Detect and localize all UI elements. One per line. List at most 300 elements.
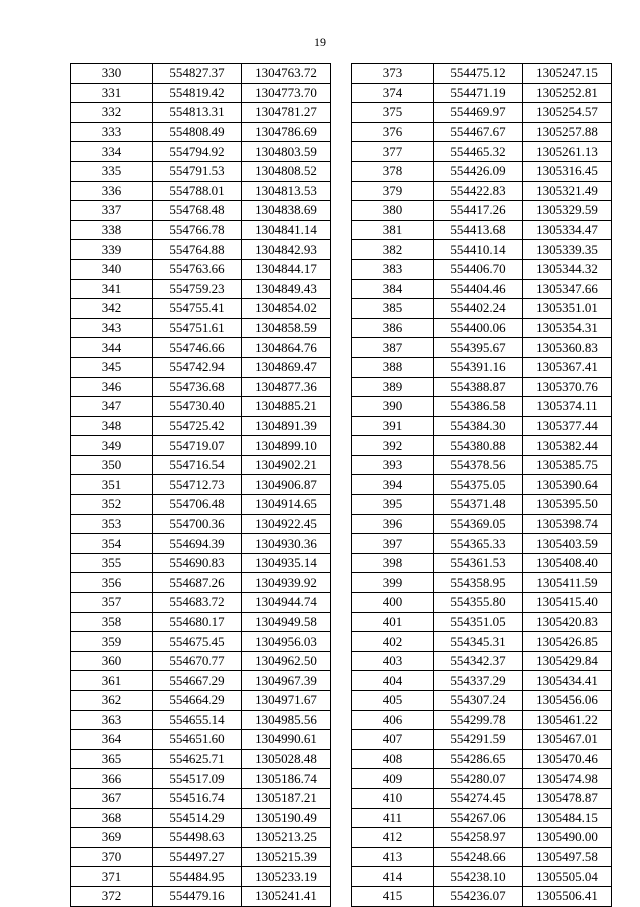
x-coordinate-cell: 554791.53: [153, 161, 242, 181]
table-row: [352, 808, 612, 828]
y-coordinate-cell: 1304922.45: [242, 514, 331, 534]
y-coordinate-cell: 1305505.04: [523, 867, 612, 887]
y-coordinate-cell: 1304842.93: [242, 240, 331, 260]
y-coordinate-cell: 1304914.65: [242, 495, 331, 515]
table-row: [71, 64, 331, 84]
x-coordinate-cell: 554755.41: [153, 299, 242, 319]
y-coordinate-cell: 1305339.35: [523, 240, 612, 260]
table-row: [352, 318, 612, 338]
point-number-cell: 415: [352, 886, 434, 906]
x-coordinate-cell: 554402.24: [434, 299, 523, 319]
table-row: [352, 573, 612, 593]
y-coordinate-cell: 1305252.81: [523, 83, 612, 103]
point-number-cell: 359: [71, 632, 153, 652]
table-row: [71, 83, 331, 103]
table-row: [71, 181, 331, 201]
x-coordinate-cell: 554484.95: [153, 867, 242, 887]
table-row: [71, 867, 331, 887]
x-coordinate-cell: 554267.06: [434, 808, 523, 828]
x-coordinate-cell: 554706.48: [153, 495, 242, 515]
x-coordinate-cell: 554422.83: [434, 181, 523, 201]
x-coordinate-cell: 554827.37: [153, 64, 242, 84]
table-row: [71, 318, 331, 338]
y-coordinate-cell: 1305415.40: [523, 593, 612, 613]
point-number-cell: 407: [352, 730, 434, 750]
table-row: [352, 612, 612, 632]
x-coordinate-cell: 554369.05: [434, 514, 523, 534]
y-coordinate-cell: 1305247.15: [523, 64, 612, 84]
point-number-cell: 339: [71, 240, 153, 260]
point-number-cell: 388: [352, 357, 434, 377]
table-row: [71, 691, 331, 711]
point-number-cell: 345: [71, 357, 153, 377]
point-number-cell: 349: [71, 436, 153, 456]
y-coordinate-cell: 1305478.87: [523, 788, 612, 808]
point-number-cell: 337: [71, 201, 153, 221]
table-row: [71, 573, 331, 593]
table-row: [71, 377, 331, 397]
table-row: [352, 220, 612, 240]
point-number-cell: 347: [71, 397, 153, 417]
point-number-cell: 413: [352, 847, 434, 867]
table-row: [352, 553, 612, 573]
point-number-cell: 374: [352, 83, 434, 103]
table-row: [71, 534, 331, 554]
point-number-cell: 361: [71, 671, 153, 691]
x-coordinate-cell: 554345.31: [434, 632, 523, 652]
x-coordinate-cell: 554794.92: [153, 142, 242, 162]
point-number-cell: 381: [352, 220, 434, 240]
y-coordinate-cell: 1305398.74: [523, 514, 612, 534]
x-coordinate-cell: 554467.67: [434, 122, 523, 142]
y-coordinate-cell: 1305334.47: [523, 220, 612, 240]
y-coordinate-cell: 1305370.76: [523, 377, 612, 397]
table-row: [71, 847, 331, 867]
x-coordinate-cell: 554380.88: [434, 436, 523, 456]
x-coordinate-cell: 554391.16: [434, 357, 523, 377]
coordinates-table-right: [351, 63, 612, 907]
coordinates-table-right-body: [352, 64, 612, 907]
point-number-cell: 341: [71, 279, 153, 299]
point-number-cell: 342: [71, 299, 153, 319]
point-number-cell: 334: [71, 142, 153, 162]
point-number-cell: 393: [352, 455, 434, 475]
table-row: [352, 357, 612, 377]
y-coordinate-cell: 1305190.49: [242, 808, 331, 828]
point-number-cell: 389: [352, 377, 434, 397]
point-number-cell: 398: [352, 553, 434, 573]
point-number-cell: 356: [71, 573, 153, 593]
point-number-cell: 338: [71, 220, 153, 240]
x-coordinate-cell: 554274.45: [434, 788, 523, 808]
x-coordinate-cell: 554497.27: [153, 847, 242, 867]
y-coordinate-cell: 1304971.67: [242, 691, 331, 711]
x-coordinate-cell: 554400.06: [434, 318, 523, 338]
point-number-cell: 410: [352, 788, 434, 808]
x-coordinate-cell: 554299.78: [434, 710, 523, 730]
y-coordinate-cell: 1304902.21: [242, 455, 331, 475]
table-row: [352, 161, 612, 181]
table-row: [352, 416, 612, 436]
point-number-cell: 394: [352, 475, 434, 495]
point-number-cell: 363: [71, 710, 153, 730]
x-coordinate-cell: 554763.66: [153, 259, 242, 279]
y-coordinate-cell: 1304854.02: [242, 299, 331, 319]
point-number-cell: 392: [352, 436, 434, 456]
point-number-cell: 382: [352, 240, 434, 260]
y-coordinate-cell: 1305403.59: [523, 534, 612, 554]
point-number-cell: 378: [352, 161, 434, 181]
x-coordinate-cell: 554426.09: [434, 161, 523, 181]
table-row: [352, 730, 612, 750]
table-row: [352, 299, 612, 319]
x-coordinate-cell: 554675.45: [153, 632, 242, 652]
table-row: [71, 357, 331, 377]
y-coordinate-cell: 1305316.45: [523, 161, 612, 181]
table-row: [71, 710, 331, 730]
point-number-cell: 390: [352, 397, 434, 417]
point-number-cell: 360: [71, 651, 153, 671]
y-coordinate-cell: 1305382.44: [523, 436, 612, 456]
y-coordinate-cell: 1305028.48: [242, 749, 331, 769]
x-coordinate-cell: 554768.48: [153, 201, 242, 221]
point-number-cell: 344: [71, 338, 153, 358]
y-coordinate-cell: 1304935.14: [242, 553, 331, 573]
table-row: [71, 338, 331, 358]
point-number-cell: 369: [71, 828, 153, 848]
table-row: [352, 259, 612, 279]
point-number-cell: 396: [352, 514, 434, 534]
y-coordinate-cell: 1305474.98: [523, 769, 612, 789]
x-coordinate-cell: 554759.23: [153, 279, 242, 299]
y-coordinate-cell: 1304990.61: [242, 730, 331, 750]
point-number-cell: 379: [352, 181, 434, 201]
point-number-cell: 364: [71, 730, 153, 750]
x-coordinate-cell: 554410.14: [434, 240, 523, 260]
table-row: [71, 240, 331, 260]
y-coordinate-cell: 1305186.74: [242, 769, 331, 789]
table-row: [352, 671, 612, 691]
x-coordinate-cell: 554465.32: [434, 142, 523, 162]
y-coordinate-cell: 1304803.59: [242, 142, 331, 162]
y-coordinate-cell: 1305385.75: [523, 455, 612, 475]
x-coordinate-cell: 554687.26: [153, 573, 242, 593]
point-number-cell: 352: [71, 495, 153, 515]
table-row: [71, 514, 331, 534]
table-row: [352, 122, 612, 142]
y-coordinate-cell: 1305241.41: [242, 886, 331, 906]
x-coordinate-cell: 554683.72: [153, 593, 242, 613]
point-number-cell: 397: [352, 534, 434, 554]
y-coordinate-cell: 1305490.00: [523, 828, 612, 848]
y-coordinate-cell: 1304773.70: [242, 83, 331, 103]
y-coordinate-cell: 1305215.39: [242, 847, 331, 867]
y-coordinate-cell: 1305420.83: [523, 612, 612, 632]
x-coordinate-cell: 554736.68: [153, 377, 242, 397]
point-number-cell: 391: [352, 416, 434, 436]
y-coordinate-cell: 1305470.46: [523, 749, 612, 769]
point-number-cell: 366: [71, 769, 153, 789]
table-row: [71, 122, 331, 142]
y-coordinate-cell: 1304949.58: [242, 612, 331, 632]
x-coordinate-cell: 554386.58: [434, 397, 523, 417]
point-number-cell: 408: [352, 749, 434, 769]
point-number-cell: 404: [352, 671, 434, 691]
y-coordinate-cell: 1304869.47: [242, 357, 331, 377]
y-coordinate-cell: 1305321.49: [523, 181, 612, 201]
x-coordinate-cell: 554751.61: [153, 318, 242, 338]
x-coordinate-cell: 554471.19: [434, 83, 523, 103]
table-row: [71, 416, 331, 436]
x-coordinate-cell: 554307.24: [434, 691, 523, 711]
x-coordinate-cell: 554651.60: [153, 730, 242, 750]
y-coordinate-cell: 1305254.57: [523, 103, 612, 123]
x-coordinate-cell: 554475.12: [434, 64, 523, 84]
table-row: [352, 475, 612, 495]
table-row: [352, 847, 612, 867]
table-row: [71, 593, 331, 613]
point-number-cell: 386: [352, 318, 434, 338]
point-number-cell: 377: [352, 142, 434, 162]
x-coordinate-cell: 554766.78: [153, 220, 242, 240]
y-coordinate-cell: 1305426.85: [523, 632, 612, 652]
y-coordinate-cell: 1304808.52: [242, 161, 331, 181]
x-coordinate-cell: 554351.05: [434, 612, 523, 632]
point-number-cell: 403: [352, 651, 434, 671]
x-coordinate-cell: 554280.07: [434, 769, 523, 789]
x-coordinate-cell: 554680.17: [153, 612, 242, 632]
coordinates-table-left-body: [71, 64, 331, 907]
x-coordinate-cell: 554813.31: [153, 103, 242, 123]
point-number-cell: 371: [71, 867, 153, 887]
x-coordinate-cell: 554417.26: [434, 201, 523, 221]
point-number-cell: 357: [71, 593, 153, 613]
x-coordinate-cell: 554808.49: [153, 122, 242, 142]
x-coordinate-cell: 554700.36: [153, 514, 242, 534]
y-coordinate-cell: 1305411.59: [523, 573, 612, 593]
x-coordinate-cell: 554469.97: [434, 103, 523, 123]
x-coordinate-cell: 554514.29: [153, 808, 242, 828]
x-coordinate-cell: 554742.94: [153, 357, 242, 377]
table-row: [71, 632, 331, 652]
y-coordinate-cell: 1305374.11: [523, 397, 612, 417]
point-number-cell: 400: [352, 593, 434, 613]
y-coordinate-cell: 1304944.74: [242, 593, 331, 613]
point-number-cell: 333: [71, 122, 153, 142]
table-row: [352, 495, 612, 515]
x-coordinate-cell: 554730.40: [153, 397, 242, 417]
table-row: [71, 769, 331, 789]
point-number-cell: 406: [352, 710, 434, 730]
table-row: [71, 749, 331, 769]
point-number-cell: 336: [71, 181, 153, 201]
table-row: [71, 671, 331, 691]
x-coordinate-cell: 554664.29: [153, 691, 242, 711]
y-coordinate-cell: 1304858.59: [242, 318, 331, 338]
x-coordinate-cell: 554248.66: [434, 847, 523, 867]
x-coordinate-cell: 554342.37: [434, 651, 523, 671]
table-row: [352, 886, 612, 906]
table-row: [352, 64, 612, 84]
y-coordinate-cell: 1305344.32: [523, 259, 612, 279]
y-coordinate-cell: 1305497.58: [523, 847, 612, 867]
y-coordinate-cell: 1305351.01: [523, 299, 612, 319]
point-number-cell: 365: [71, 749, 153, 769]
x-coordinate-cell: 554517.09: [153, 769, 242, 789]
table-row: [71, 436, 331, 456]
point-number-cell: 385: [352, 299, 434, 319]
x-coordinate-cell: 554716.54: [153, 455, 242, 475]
y-coordinate-cell: 1305347.66: [523, 279, 612, 299]
table-row: [71, 886, 331, 906]
y-coordinate-cell: 1305329.59: [523, 201, 612, 221]
point-number-cell: 380: [352, 201, 434, 221]
table-row: [352, 593, 612, 613]
y-coordinate-cell: 1304844.17: [242, 259, 331, 279]
x-coordinate-cell: 554406.70: [434, 259, 523, 279]
point-number-cell: 409: [352, 769, 434, 789]
table-row: [352, 181, 612, 201]
x-coordinate-cell: 554670.77: [153, 651, 242, 671]
table-row: [352, 828, 612, 848]
table-row: [352, 867, 612, 887]
y-coordinate-cell: 1304864.76: [242, 338, 331, 358]
table-row: [352, 691, 612, 711]
point-number-cell: 372: [71, 886, 153, 906]
table-row: [71, 475, 331, 495]
x-coordinate-cell: 554694.39: [153, 534, 242, 554]
x-coordinate-cell: 554413.68: [434, 220, 523, 240]
point-number-cell: 405: [352, 691, 434, 711]
y-coordinate-cell: 1305429.84: [523, 651, 612, 671]
table-row: [352, 240, 612, 260]
x-coordinate-cell: 554764.88: [153, 240, 242, 260]
y-coordinate-cell: 1304781.27: [242, 103, 331, 123]
table-row: [71, 142, 331, 162]
page-number: 19: [314, 35, 326, 49]
x-coordinate-cell: 554516.74: [153, 788, 242, 808]
table-row: [352, 769, 612, 789]
x-coordinate-cell: 554236.07: [434, 886, 523, 906]
table-row: [71, 495, 331, 515]
x-coordinate-cell: 554395.67: [434, 338, 523, 358]
table-row: [352, 142, 612, 162]
y-coordinate-cell: 1304962.50: [242, 651, 331, 671]
y-coordinate-cell: 1305187.21: [242, 788, 331, 808]
y-coordinate-cell: 1304885.21: [242, 397, 331, 417]
x-coordinate-cell: 554378.56: [434, 455, 523, 475]
x-coordinate-cell: 554719.07: [153, 436, 242, 456]
x-coordinate-cell: 554388.87: [434, 377, 523, 397]
table-row: [352, 788, 612, 808]
table-row: [71, 279, 331, 299]
table-row: [352, 338, 612, 358]
table-row: [352, 749, 612, 769]
y-coordinate-cell: 1304956.03: [242, 632, 331, 652]
point-number-cell: 399: [352, 573, 434, 593]
y-coordinate-cell: 1305461.22: [523, 710, 612, 730]
point-number-cell: 335: [71, 161, 153, 181]
point-number-cell: 411: [352, 808, 434, 828]
y-coordinate-cell: 1304786.69: [242, 122, 331, 142]
x-coordinate-cell: 554788.01: [153, 181, 242, 201]
point-number-cell: 395: [352, 495, 434, 515]
point-number-cell: 370: [71, 847, 153, 867]
table-row: [71, 730, 331, 750]
point-number-cell: 331: [71, 83, 153, 103]
table-row: [352, 83, 612, 103]
point-number-cell: 346: [71, 377, 153, 397]
y-coordinate-cell: 1304939.92: [242, 573, 331, 593]
point-number-cell: 330: [71, 64, 153, 84]
x-coordinate-cell: 554712.73: [153, 475, 242, 495]
y-coordinate-cell: 1304813.53: [242, 181, 331, 201]
x-coordinate-cell: 554291.59: [434, 730, 523, 750]
x-coordinate-cell: 554361.53: [434, 553, 523, 573]
point-number-cell: 412: [352, 828, 434, 848]
x-coordinate-cell: 554258.97: [434, 828, 523, 848]
table-row: [352, 201, 612, 221]
table-row: [71, 553, 331, 573]
table-row: [71, 828, 331, 848]
x-coordinate-cell: 554746.66: [153, 338, 242, 358]
y-coordinate-cell: 1304930.36: [242, 534, 331, 554]
x-coordinate-cell: 554337.29: [434, 671, 523, 691]
x-coordinate-cell: 554371.48: [434, 495, 523, 515]
table-row: [71, 788, 331, 808]
coordinates-table-left: [70, 63, 331, 907]
x-coordinate-cell: 554365.33: [434, 534, 523, 554]
table-row: [352, 455, 612, 475]
point-number-cell: 362: [71, 691, 153, 711]
point-number-cell: 383: [352, 259, 434, 279]
y-coordinate-cell: 1305377.44: [523, 416, 612, 436]
y-coordinate-cell: 1304763.72: [242, 64, 331, 84]
y-coordinate-cell: 1304841.14: [242, 220, 331, 240]
point-number-cell: 350: [71, 455, 153, 475]
y-coordinate-cell: 1304891.39: [242, 416, 331, 436]
x-coordinate-cell: 554355.80: [434, 593, 523, 613]
y-coordinate-cell: 1305233.19: [242, 867, 331, 887]
x-coordinate-cell: 554358.95: [434, 573, 523, 593]
point-number-cell: 340: [71, 259, 153, 279]
x-coordinate-cell: 554498.63: [153, 828, 242, 848]
table-row: [71, 299, 331, 319]
point-number-cell: 376: [352, 122, 434, 142]
point-number-cell: 343: [71, 318, 153, 338]
table-row: [352, 710, 612, 730]
table-row: [71, 612, 331, 632]
table-row: [71, 455, 331, 475]
y-coordinate-cell: 1305456.06: [523, 691, 612, 711]
table-row: [352, 514, 612, 534]
y-coordinate-cell: 1304838.69: [242, 201, 331, 221]
table-row: [71, 201, 331, 221]
table-row: [71, 397, 331, 417]
x-coordinate-cell: 554625.71: [153, 749, 242, 769]
point-number-cell: 355: [71, 553, 153, 573]
point-number-cell: 353: [71, 514, 153, 534]
y-coordinate-cell: 1304985.56: [242, 710, 331, 730]
y-coordinate-cell: 1304906.87: [242, 475, 331, 495]
point-number-cell: 384: [352, 279, 434, 299]
point-number-cell: 414: [352, 867, 434, 887]
x-coordinate-cell: 554238.10: [434, 867, 523, 887]
point-number-cell: 401: [352, 612, 434, 632]
x-coordinate-cell: 554286.65: [434, 749, 523, 769]
table-row: [352, 397, 612, 417]
table-row: [352, 651, 612, 671]
